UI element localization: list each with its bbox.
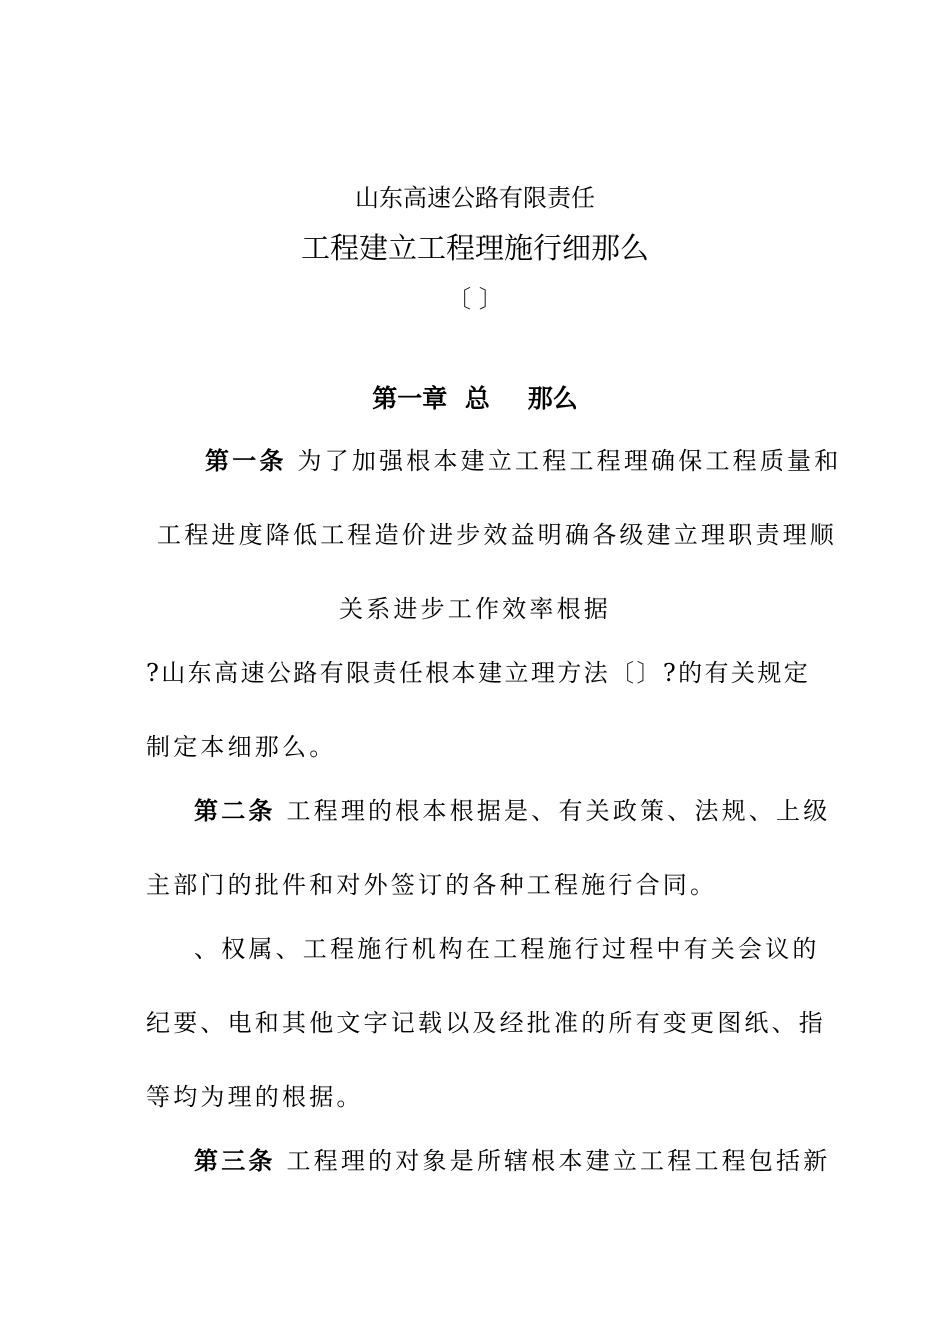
document-title: 工程建立工程理施行细那么 [300,231,649,265]
chapter-label: 第一章 [372,384,448,413]
article-3-label: 第三条 [194,1147,276,1175]
article-1-label: 第一条 [205,447,287,475]
article-2-text-line-3: 、权属、工程施行机构在工程施行过程中有关会议的 [194,935,820,963]
article-1-text-line-2: 工程进度降低工程造价进步效益明确各级建立理职责理顺 [157,521,837,549]
chapter-word-1: 总 [464,384,490,413]
article-3-first-line [194,1149,830,1173]
article-2-text-line-1: 工程理的根本根据是、有关政策、法规、上级 [286,797,831,825]
article-1-text-line-4: ?山东高速公路有限责任根本建立理方法〔〕?的有关规定 [146,659,811,687]
article-2-text-line-5: 等均为理的根据。 [146,1083,364,1111]
article-1-text-line-5: 制定本细那么。 [146,733,337,761]
article-3-text-line-1: 工程理的对象是所辖根本建立工程工程包括新 [286,1147,831,1175]
article-1-text-line-3: 关系进步工作效率根据 [339,595,611,623]
document-number-bracket: 〔 〕 [447,285,503,313]
article-2-label: 第二条 [194,797,276,825]
chapter-heading [0,386,950,411]
article-1-text-line-1: 为了加强根本建立工程工程理确保工程质量和 [297,447,842,475]
article-2-first-line [194,799,830,823]
company-heading: 山东高速公路有限责任 [355,184,595,212]
chapter-word-2: 那么 [527,384,578,413]
article-2-text-line-2: 主部门的批件和对外签订的各种工程施行合同。 [146,871,718,899]
article-1-first-line [205,449,841,473]
article-2-text-line-4: 纪要、电和其他文字记载以及经批准的所有变更图纸、指 [146,1009,826,1037]
